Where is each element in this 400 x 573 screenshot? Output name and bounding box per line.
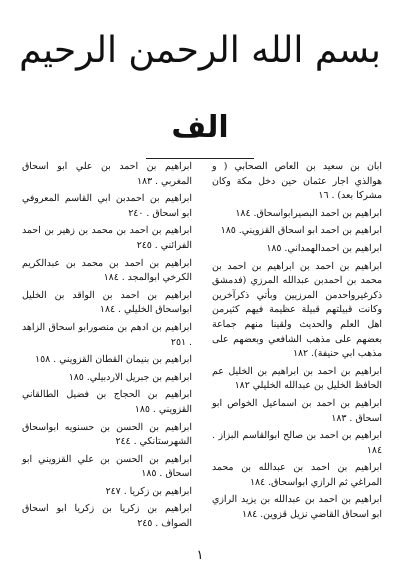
index-column-left	[22, 160, 192, 550]
index-entry: ابراهيم بن احمد بن صالح ابوالقاسم البزاز . ١٨٤	[212, 430, 382, 456]
index-entry: ابراهيم بن زكريا بن زكريا ابو اسحاق الصواف . ٢٤٥	[22, 503, 192, 530]
index-entry: ابان بن سعيد بن العاص الصحابي ( و هوالذي اجار عثمان حين دخل مكة وكان مشركا بعد) . ١٦	[212, 161, 382, 202]
index-entry: ابراهيم بن احمد البصيرابواسحاق. ١٨٤	[235, 207, 382, 219]
index-entry: ابراهيم بن الحسن بن حسنويه ابواسحاق الشهرستانكي . ٢٤٤	[22, 421, 192, 448]
index-entry: ابراهيم بن احمدبن ابي القاسم المعروفي ابو اسحاق . ٢٤٠	[22, 193, 192, 219]
index-entry: ابراهيم بن زكريا . ٢٤٧	[105, 485, 192, 497]
index-entry: ابراهيم بن احمد بن علي ابو اسحاق المغربي . ١٨٣	[22, 161, 192, 187]
heading-underline	[146, 158, 254, 159]
index-entry: ابراهيم بن ادهم بن منصورابو اسحاق الزاهد . ٢٥١	[22, 321, 192, 348]
index-entry: ابراهيم بن احمد بن اسماعيل الخواص ابو اسحاق . ١٨٣	[212, 397, 382, 424]
index-entry: ابراهيم بن جبريل الاردبيلي. ١٨٥	[68, 371, 192, 383]
index-entry: ابراهيم بن الحجاج بن فضيل الطالقاني القزويني . ١٨٥	[22, 389, 192, 415]
index-entry: ابراهيم بن احمد بن عبدالله بن يزيد الرازي ابو اسحاق القاضي نزيل قزوين. ١٨٤	[212, 494, 382, 521]
index-entry: ابراهيم بن احمد بن الواقد بن الخليل ابواسحاق الخليلي . ١٨٤	[22, 289, 192, 316]
index-entry: ابراهيم بن احمد ابو اسحاق القزويني. ١٨٥	[220, 225, 382, 237]
basmala-calligraphy: بسم الله الرحمن الرحيم	[19, 30, 381, 71]
index-entry: ابراهيم بن بنيمان القطان القزويني . ١٥٨	[35, 354, 192, 366]
index-column-right	[212, 160, 382, 550]
index-entry: ابراهيم بن احمد بن عبدالله بن محمد المراغي ثم الرازي ابواسحاق. ١٨٤	[212, 462, 382, 488]
section-heading: الف	[171, 110, 229, 145]
index-entry: ابراهيم بن احمد بن محمد بن زهير بن احمد الفرائني . ٢٤٥	[22, 225, 192, 251]
index-entry: ابراهيم بن احمد بن ابراهيم بن الخليل عم الحافظ الخليل بن عبدالله الخليلي ١٨٢	[212, 365, 382, 392]
page-number: ١	[196, 548, 204, 563]
index-entry: ابراهيم بن احمد بن ابراهيم بن احمد بن محمد بن احمدبن عبدالله المرزي (فدمشق ذكرغيرواحدمن المرزيين وبأتي ذكرآخرين وكانت قبيلتهم قبيلة عظيمة فيهم كثيرمن اهل العلم والحديث ولقينا منهم جماعة بعضهم على مذهب الشافعي وبعضهم على مذهب ابي حنيفة). ١٨٢	[212, 260, 382, 360]
index-entry: ابراهيم بن احمد بن محمد بن عبدالكريم الكرخي ابوالمجد . ١٨٤	[22, 257, 192, 284]
index-entry: ابراهيم بن احمدالهمداني. ١٨٥	[266, 242, 382, 254]
index-entry: ابراهيم بن الحسن بن علي القزويني ابو اسحاق . ١٨٥	[22, 453, 192, 480]
